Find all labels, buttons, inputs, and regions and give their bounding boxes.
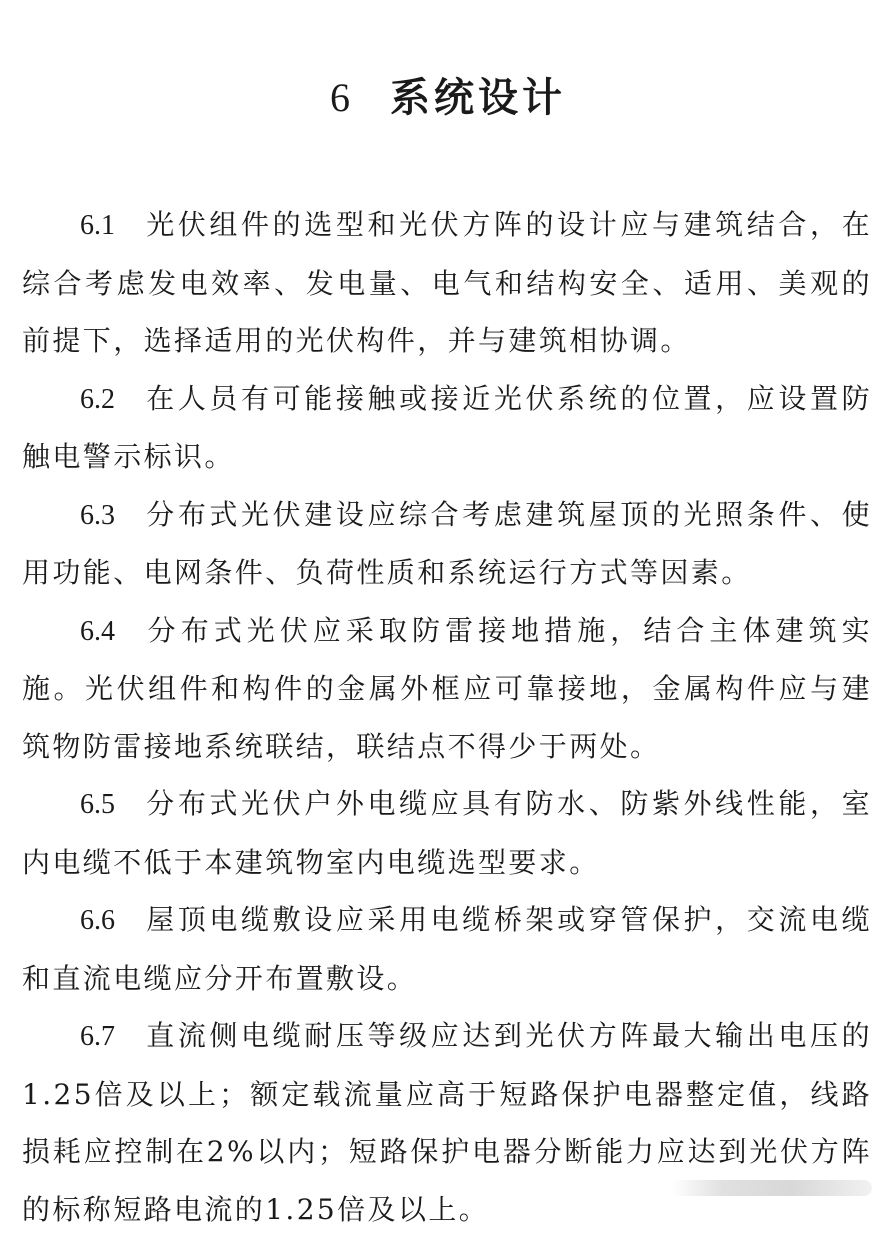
clause-number: 6.7 (80, 1021, 115, 1052)
clause-number: 6.6 (80, 905, 115, 936)
clause-number: 6.1 (80, 210, 115, 241)
section-heading (0, 70, 896, 126)
clause-number: 6.2 (80, 383, 115, 415)
section-number: 6 (330, 75, 354, 120)
clause-6-3 (22, 486, 872, 602)
clause-text: 在人员有可能接触或接近光伏系统的位置，应设置防触电警示标识。 (22, 381, 872, 473)
clause-number: 6.5 (80, 789, 115, 820)
clause-6-4 (22, 602, 872, 776)
clause-6-5 (22, 775, 872, 891)
watermark-blur (672, 1180, 872, 1196)
clause-number: 6.3 (80, 499, 115, 531)
clause-6-1 (22, 196, 872, 370)
section-title: 系统设计 (390, 74, 566, 121)
clause-6-7 (22, 1007, 872, 1238)
clause-number: 6.4 (80, 615, 115, 647)
clause-text: 分布式光伏户外电缆应具有防水、防紫外线性能，室内电缆不低于本建筑物室内电缆选型要求。 (22, 787, 872, 879)
clause-text: 直流侧电缆耐压等级应达到光伏方阵最大输出电压的1.25倍及以上；额定载流量应高于短路保护电器整定值，线路损耗应控制在2%以内；短路保护电器分断能力应达到光伏方阵的标称短路电流的1.25倍及以上。 (22, 1019, 872, 1226)
clause-text: 屋顶电缆敷设应采用电缆桥架或穿管保护，交流电缆和直流电缆应分开布置敷设。 (22, 903, 872, 995)
clause-6-2 (22, 370, 872, 486)
clause-text: 分布式光伏应采取防雷接地措施，结合主体建筑实施。光伏组件和构件的金属外框应可靠接地，金属构件应与建筑物防雷接地系统联结，联结点不得少于两处。 (22, 613, 872, 763)
clause-6-6 (22, 891, 872, 1007)
clause-list (22, 196, 872, 1238)
clause-text: 光伏组件的选型和光伏方阵的设计应与建筑结合，在综合考虑发电效率、发电量、电气和结构安全、适用、美观的前提下，选择适用的光伏构件，并与建筑相协调。 (22, 208, 872, 357)
clause-text: 分布式光伏建设应综合考虑建筑屋顶的光照条件、使用功能、电网条件、负荷性质和系统运行方式等因素。 (22, 497, 872, 589)
